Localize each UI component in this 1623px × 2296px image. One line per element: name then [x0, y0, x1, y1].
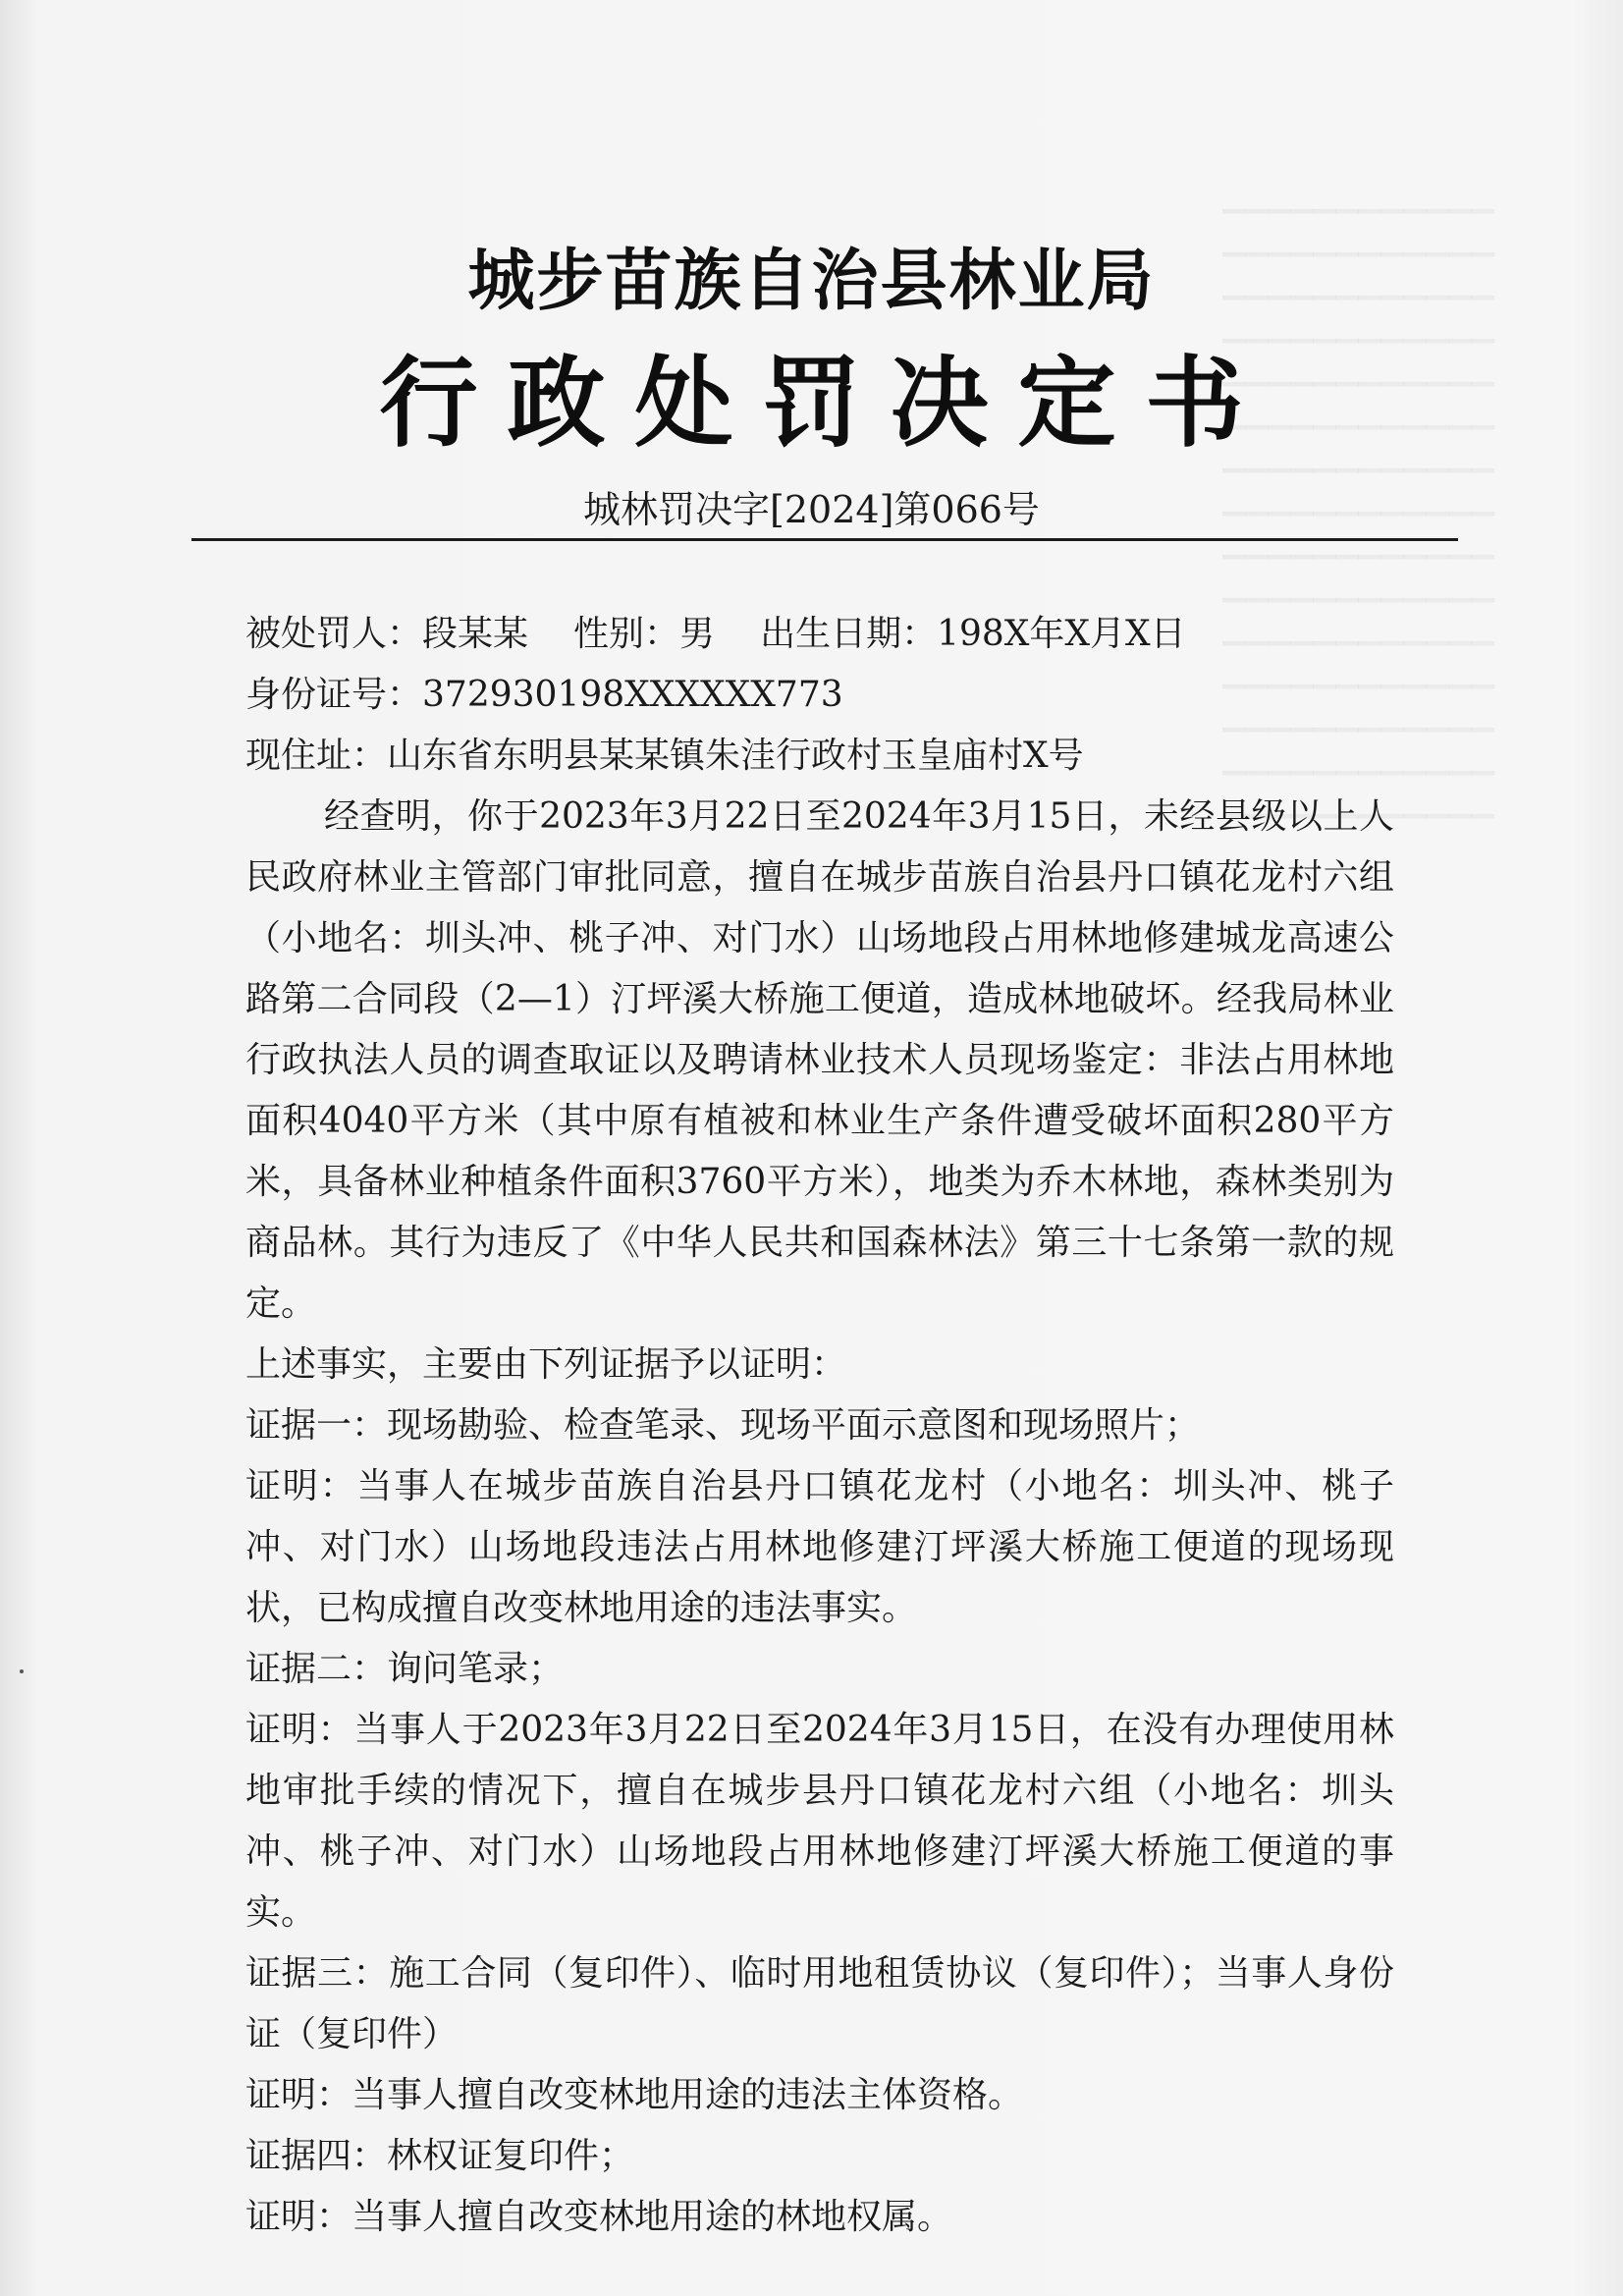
party-id: 372930198XXXXXX773: [422, 675, 843, 715]
evidence-proof: 证明：当事人在城步苗族自治县丹口镇花龙村（小地名：圳头冲、桃子冲、对门水）山场地段违法占用林地修建汀坪溪大桥施工便道的现场现状，已构成擅自改变林地用途的违法事实。: [245, 1466, 1394, 1628]
evidence-proof: 证明：当事人擅自改变林地用途的违法主体资格。: [245, 2075, 1024, 2115]
party-birth: 198X年X月X日: [937, 614, 1186, 654]
evidence-item: 证据三：施工合同（复印件）、临时用地租赁协议（复印件）；当事人身份证（复印件）: [245, 1953, 1394, 2054]
facts-paragraph: 经查明，你于2023年3月22日至2024年3月15日，未经县级以上人民政府林业主管部门审批同意，擅自在城步苗族自治县丹口镇花龙村六组（小地名：圳头冲、桃子冲、对门水）山场地段占用林地修建城龙高速公路第二合同段（2—1）汀坪溪大桥施工便道，造成林地破坏。经我局林业行政执法人员的调查取证以及聘请林业技术人员现场鉴定：非法占用林地面积4040平方米（其中原有植被和林业生产条件遭受破坏面积280平方米，具备林业种植条件面积3760平方米），地类为乔木林地，森林类别为商品林。其行为违反了《中华人民共和国森林法》第三十七条第一款的规定。: [245, 796, 1394, 1324]
evidence-item: 证据二：询问笔录；: [245, 1649, 565, 1689]
party-address: 山东省东明县某某镇朱洼行政村玉皇庙村X号: [387, 736, 1084, 776]
evidence-item: 证据四：林权证复印件；: [245, 2136, 635, 2176]
document-number: 城林罚决字[2024]第066号: [583, 488, 1040, 531]
gender-label: 性别：: [573, 614, 680, 654]
evidence-intro: 上述事实，主要由下列证据予以证明：: [245, 1344, 847, 1385]
id-label: 身份证号：: [245, 675, 423, 715]
birth-label: 出生日期：: [760, 614, 938, 654]
scan-speck: [20, 1669, 24, 1673]
address-line: [245, 726, 1394, 787]
issuing-organization: 城步苗族自治县林业局: [467, 243, 1156, 320]
evidence-proof: 证明：当事人擅自改变林地用途的林地权属。: [245, 2197, 953, 2237]
address-label: 现住址：: [245, 736, 388, 776]
party-name: 段某某: [422, 614, 529, 654]
document-body: [245, 604, 1394, 2248]
party-gender: 男: [679, 614, 716, 654]
document-title: 行政处罚决定书: [379, 346, 1273, 461]
header-divider: [191, 538, 1458, 541]
evidence-proof: 证明：当事人于2023年3月22日至2024年3月15日，在没有办理使用林地审批手续的情况下，擅自在城步县丹口镇花龙村六组（小地名：圳头冲、桃子冲、对门水）山场地段占用林地修建汀坪溪大桥施工便道的事实。: [245, 1710, 1394, 1933]
evidence-item: 证据一：现场勘验、检查笔录、现场平面示意图和现场照片；: [245, 1405, 1201, 1446]
party-info-line: [245, 604, 1394, 665]
id-line: [245, 665, 1394, 726]
name-label: 被处罚人：: [245, 614, 423, 654]
